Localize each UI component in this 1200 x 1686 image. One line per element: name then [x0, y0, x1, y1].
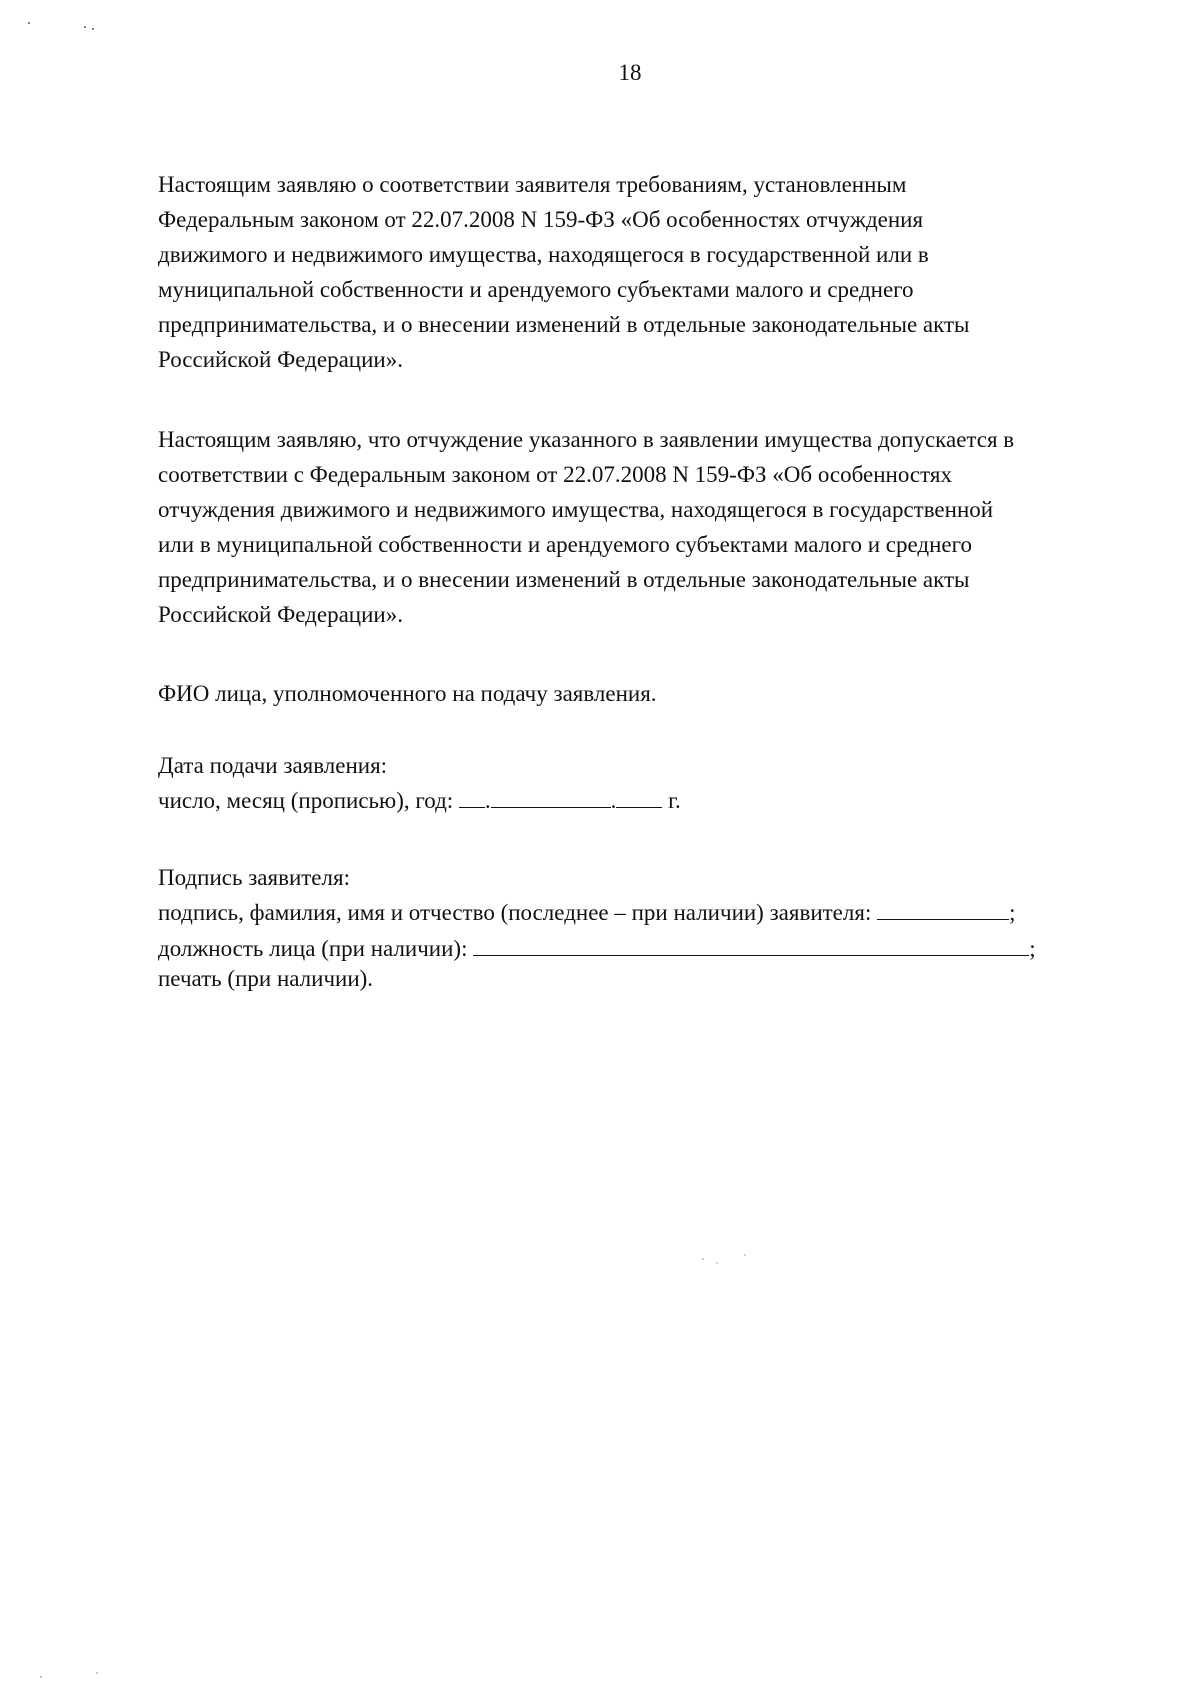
paragraph-line: Настоящим заявляю, что отчуждение указанного в заявлении имущества допускается в	[158, 427, 1015, 452]
scan-speck	[40, 1676, 42, 1678]
position-field-end: ;	[1029, 936, 1036, 961]
scan-speck	[702, 1258, 704, 1260]
signature-label: Подпись заявителя:	[158, 865, 350, 890]
paragraph-line: отчуждения движимого и недвижимого имущества, находящегося в государственной	[158, 497, 994, 522]
scan-speck	[92, 28, 94, 30]
paragraph-line: Настоящим заявляю о соответствии заявителя требованиям, установленным	[158, 172, 907, 197]
fio-line: ФИО лица, уполномоченного на подачу заявления.	[158, 681, 657, 706]
signature-blank-field[interactable]	[877, 897, 1009, 920]
month-blank-field[interactable]	[491, 785, 611, 808]
paragraph-line: Федеральным законом от 22.07.2008 N 159-ФЗ «Об особенностях отчуждения	[158, 207, 924, 232]
page-number: 18	[618, 60, 642, 85]
compliance-statement-paragraph	[158, 167, 970, 377]
position-field-label: должность лица (при наличии):	[158, 936, 468, 961]
year-blank-field[interactable]	[616, 785, 662, 808]
paragraph-line: предпринимательства, и о внесении изменений в отдельные законодательные акты	[158, 567, 970, 592]
paragraph-line: движимого и недвижимого имущества, находящегося в государственной или в	[158, 242, 929, 267]
scan-speck	[96, 1672, 98, 1674]
seal-line: печать (при наличии).	[158, 966, 374, 991]
date-separator: .	[610, 788, 617, 813]
paragraph-line: муниципальной собственности и арендуемого субъектами малого и среднего	[158, 277, 914, 302]
paragraph-line: соответствии с Федеральным законом от 22.07.2008 N 159-ФЗ «Об особенностях	[158, 462, 952, 487]
date-field-row	[158, 783, 681, 818]
scan-speck	[744, 1254, 746, 1256]
date-separator: .	[484, 788, 491, 813]
scan-speck	[84, 26, 86, 28]
date-label: Дата подачи заявления:	[158, 753, 388, 778]
paragraph-line: Российской Федерации».	[158, 347, 403, 372]
position-blank-field[interactable]	[473, 933, 1029, 956]
scan-speck	[28, 22, 30, 24]
paragraph-line: предпринимательства, и о внесении изменений в отдельные законодательные акты	[158, 312, 970, 337]
date-field-label: число, месяц (прописью), год:	[158, 788, 454, 813]
alienation-statement-paragraph	[158, 422, 1014, 632]
scan-speck	[716, 1262, 718, 1264]
signature-field-row	[158, 895, 1015, 930]
signature-field-end: ;	[1009, 900, 1016, 925]
signature-field-label: подпись, фамилия, имя и отчество (последнее – при наличии) заявителя:	[158, 900, 872, 925]
paragraph-line: Российской Федерации».	[158, 602, 403, 627]
day-blank-field[interactable]	[459, 785, 485, 808]
paragraph-line: или в муниципальной собственности и арендуемого субъектами малого и среднего	[158, 532, 972, 557]
year-suffix: г.	[668, 788, 681, 813]
